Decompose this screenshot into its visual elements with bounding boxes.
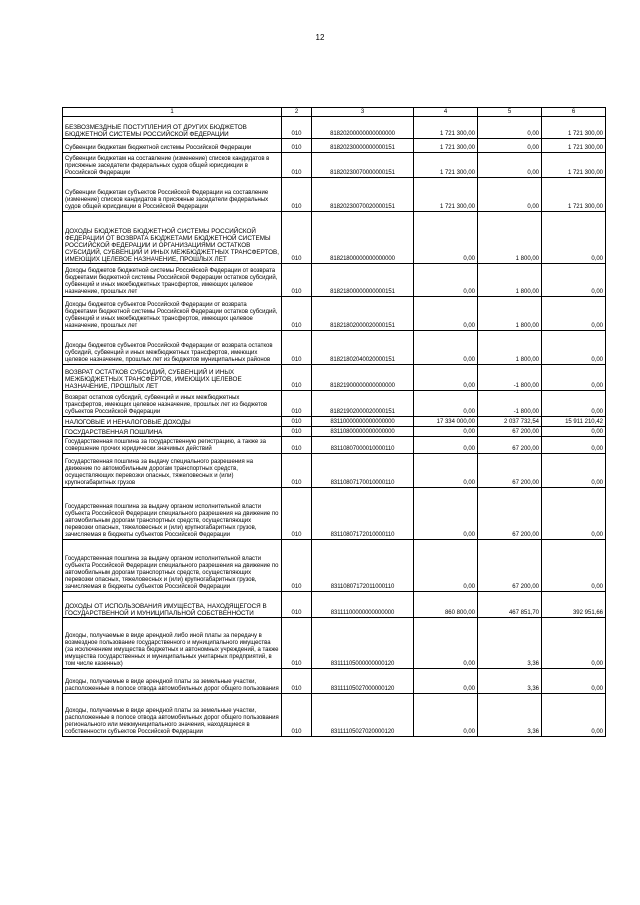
row-line-code: 010: [282, 454, 312, 488]
row-executed-amount: 67 200,00: [478, 540, 542, 592]
row-executed-amount: 1 800,00: [478, 212, 542, 264]
table-row: [63, 454, 606, 488]
row-line-code: 010: [282, 488, 312, 540]
row-name: ГОСУДАРСТВЕННАЯ ПОШЛИНА: [63, 427, 282, 437]
row-unexecuted-amount: 15 911 210,42: [542, 417, 606, 427]
column-header-2: 2: [282, 108, 312, 117]
row-name: Государственная пошлина за выдачу специального разрешения на движение по автомобильным дорогам транспортных средств, осуществляющих перевозки опасных, тяжеловесных и (или) крупногабаритных грузов: [63, 454, 282, 488]
row-name: Государственная пошлина за выдачу органом исполнительной власти субъекта Российской Федерации специального разрешения на движение по автомобильным дорогам транспортных средств, осуществляющих перевозки опасных, тяжеловесных и (или) крупногабаритных грузов, зачисляемая в бюджеты субъектов Российской Федерации: [63, 540, 282, 592]
row-name: БЕЗВОЗМЕЗДНЫЕ ПОСТУПЛЕНИЯ ОТ ДРУГИХ БЮДЖЕТОВ БЮДЖЕТНОЙ СИСТЕМЫ РОССИЙСКОЙ ФЕДЕРАЦИИ: [63, 117, 282, 139]
row-income-code: 83110807172010000110: [312, 488, 414, 540]
row-executed-amount: 0,00: [478, 153, 542, 178]
row-line-code: 010: [282, 178, 312, 212]
row-line-code: 010: [282, 212, 312, 264]
row-income-code: 81820200000000000000: [312, 117, 414, 139]
row-income-code: 83110807000010000110: [312, 437, 414, 454]
row-line-code: 010: [282, 417, 312, 427]
report-body: [63, 117, 606, 737]
row-income-code: 83110000000000000000: [312, 417, 414, 427]
row-income-code: 83110807170010000110: [312, 454, 414, 488]
report-table: [62, 107, 606, 737]
row-income-code: 81821800000000000000: [312, 212, 414, 264]
row-income-code: 81821802040020000151: [312, 331, 414, 365]
row-unexecuted-amount: 0,00: [542, 427, 606, 437]
row-income-code: 81821900000000000000: [312, 365, 414, 391]
table-row: [63, 618, 606, 669]
row-executed-amount: 3,36: [478, 694, 542, 737]
page-number: 12: [315, 33, 325, 42]
table-row: [63, 417, 606, 427]
row-executed-amount: 67 200,00: [478, 437, 542, 454]
row-name: Государственная пошлина за государственную регистрацию, а также за совершение прочих юридически значимых действий: [63, 437, 282, 454]
row-executed-amount: -1 800,00: [478, 365, 542, 391]
row-approved-amount: 0,00: [414, 391, 478, 417]
table-row: [63, 178, 606, 212]
row-approved-amount: 0,00: [414, 264, 478, 297]
row-unexecuted-amount: 392 951,66: [542, 592, 606, 618]
table-row: [63, 297, 606, 331]
row-unexecuted-amount: 0,00: [542, 331, 606, 365]
row-name: НАЛОГОВЫЕ И НЕНАЛОГОВЫЕ ДОХОДЫ: [63, 417, 282, 427]
table-row: [63, 669, 606, 694]
row-income-code: 83110807172011000110: [312, 540, 414, 592]
row-approved-amount: 0,00: [414, 669, 478, 694]
table-row: [63, 212, 606, 264]
row-name: ДОХОДЫ ОТ ИСПОЛЬЗОВАНИЯ ИМУЩЕСТВА, НАХОДЯЩЕГОСЯ В ГОСУДАРСТВЕННОЙ И МУНИЦИПАЛЬНОЙ СОБСТВЕННОСТИ: [63, 592, 282, 618]
row-approved-amount: 1 721 300,00: [414, 139, 478, 153]
row-unexecuted-amount: 0,00: [542, 540, 606, 592]
row-unexecuted-amount: 0,00: [542, 365, 606, 391]
row-line-code: 010: [282, 117, 312, 139]
row-unexecuted-amount: 0,00: [542, 669, 606, 694]
row-line-code: 010: [282, 618, 312, 669]
row-income-code: 81820230070000000151: [312, 153, 414, 178]
row-income-code: 83111105000000000120: [312, 618, 414, 669]
header-row: [63, 108, 606, 117]
table-row: [63, 592, 606, 618]
row-approved-amount: 0,00: [414, 297, 478, 331]
row-line-code: 010: [282, 391, 312, 417]
row-line-code: 010: [282, 153, 312, 178]
row-name: Доходы бюджетов субъектов Российской Федерации от возврата бюджетами бюджетной системы Российской Федерации остатков субсидий, субвенций и иных межбюджетных трансфертов, имеющих целевое назначение, прошлых лет: [63, 297, 282, 331]
column-header-5: 5: [478, 108, 542, 117]
row-executed-amount: 1 800,00: [478, 264, 542, 297]
row-unexecuted-amount: 0,00: [542, 212, 606, 264]
row-approved-amount: 860 800,00: [414, 592, 478, 618]
row-approved-amount: 0,00: [414, 454, 478, 488]
table-row: [63, 331, 606, 365]
row-unexecuted-amount: 0,00: [542, 488, 606, 540]
row-line-code: 010: [282, 540, 312, 592]
column-header-6: 6: [542, 108, 606, 117]
row-name: Субвенции бюджетам на составление (изменение) списков кандидатов в присяжные заседатели федеральных судов общей юрисдикции в Российской Федерации: [63, 153, 282, 178]
row-approved-amount: 0,00: [414, 437, 478, 454]
row-executed-amount: 67 200,00: [478, 427, 542, 437]
table-row: [63, 488, 606, 540]
row-approved-amount: 1 721 300,00: [414, 117, 478, 139]
row-approved-amount: 0,00: [414, 540, 478, 592]
row-name: Государственная пошлина за выдачу органом исполнительной власти субъекта Российской Федерации специального разрешения на движение по автомобильным дорогам транспортных средств, осуществляющих перевозки опасных, тяжеловесных и (или) крупногабаритных грузов, зачисляемая в бюджеты субъектов Российской Федерации: [63, 488, 282, 540]
row-unexecuted-amount: 1 721 300,00: [542, 139, 606, 153]
row-executed-amount: 67 200,00: [478, 454, 542, 488]
row-approved-amount: 0,00: [414, 488, 478, 540]
row-line-code: 010: [282, 427, 312, 437]
row-income-code: 83110800000000000000: [312, 427, 414, 437]
table-row: [63, 153, 606, 178]
row-income-code: 81820230070020000151: [312, 178, 414, 212]
row-income-code: 81821800000000000151: [312, 264, 414, 297]
row-income-code: 81821802000020000151: [312, 297, 414, 331]
row-executed-amount: 0,00: [478, 117, 542, 139]
row-name: Субвенции бюджетам субъектов Российской Федерации на составление (изменение) списков кандидатов в присяжные заседатели федеральных судов общей юрисдикции в Российской Федерации: [63, 178, 282, 212]
row-line-code: 010: [282, 297, 312, 331]
table-row: [63, 391, 606, 417]
table-row: [63, 427, 606, 437]
row-executed-amount: 1 800,00: [478, 297, 542, 331]
row-name: Субвенции бюджетам бюджетной системы Российской Федерации: [63, 139, 282, 153]
row-unexecuted-amount: 1 721 300,00: [542, 178, 606, 212]
column-header-4: 4: [414, 108, 478, 117]
row-approved-amount: 0,00: [414, 694, 478, 737]
row-name: Доходы бюджетов субъектов Российской Федерации от возврата остатков субсидий, субвенций и иных межбюджетных трансфертов, имеющих целевое назначение, прошлых лет из бюджетов муниципальных районов: [63, 331, 282, 365]
row-approved-amount: 1 721 300,00: [414, 178, 478, 212]
row-approved-amount: 0,00: [414, 365, 478, 391]
row-income-code: 83111105027000000120: [312, 669, 414, 694]
row-unexecuted-amount: 0,00: [542, 694, 606, 737]
row-line-code: 010: [282, 694, 312, 737]
row-income-code: 83111100000000000000: [312, 592, 414, 618]
row-executed-amount: 0,00: [478, 139, 542, 153]
table-row: [63, 694, 606, 737]
row-line-code: 010: [282, 331, 312, 365]
row-executed-amount: 1 800,00: [478, 331, 542, 365]
row-name: Доходы, получаемые в виде арендной либо иной платы за передачу в возмездное пользование государственного и муниципального имущества (за исключением имущества бюджетных и автономных учреждений, а также имущества государственных и муниципальных унитарных предприятий, в том числе казенных): [63, 618, 282, 669]
row-executed-amount: 467 851,70: [478, 592, 542, 618]
row-unexecuted-amount: 1 721 300,00: [542, 153, 606, 178]
row-executed-amount: 2 037 732,54: [478, 417, 542, 427]
row-line-code: 010: [282, 365, 312, 391]
row-unexecuted-amount: 0,00: [542, 391, 606, 417]
row-name: Доходы, получаемые в виде арендной платы за земельные участки, расположенные в полосе отвода автомобильных дорог общего пользования: [63, 669, 282, 694]
table-row: [63, 264, 606, 297]
row-executed-amount: 3,36: [478, 669, 542, 694]
row-income-code: 81821902000020000151: [312, 391, 414, 417]
row-executed-amount: 3,36: [478, 618, 542, 669]
row-executed-amount: 0,00: [478, 178, 542, 212]
table-row: [63, 540, 606, 592]
row-name: Доходы, получаемые в виде арендной платы за земельные участки, расположенные в полосе отвода автомобильных дорог общего пользования регионального или межмуниципального значения, находящиеся в собственности субъектов Российской Федерации: [63, 694, 282, 737]
row-line-code: 010: [282, 264, 312, 297]
row-approved-amount: 17 334 000,00: [414, 417, 478, 427]
row-line-code: 010: [282, 437, 312, 454]
row-approved-amount: 0,00: [414, 212, 478, 264]
row-approved-amount: 0,00: [414, 427, 478, 437]
row-income-code: 81820230000000000151: [312, 139, 414, 153]
row-line-code: 010: [282, 669, 312, 694]
row-name: ДОХОДЫ БЮДЖЕТОВ БЮДЖЕТНОЙ СИСТЕМЫ РОССИЙСКОЙ ФЕДЕРАЦИИ ОТ ВОЗВРАТА БЮДЖЕТАМИ БЮДЖЕТНОЙ СИСТЕМЫ РОССИЙСКОЙ ФЕДЕРАЦИИ И ОРГАНИЗАЦИЯМИ ОСТАТКОВ СУБСИДИЙ, СУБВЕНЦИЙ И ИНЫХ МЕЖБЮДЖЕТНЫХ ТРАНСФЕРТОВ, ИМЕЮЩИХ ЦЕЛЕВОЕ НАЗНАЧЕНИЕ, ПРОШЛЫХ ЛЕТ: [63, 212, 282, 264]
row-executed-amount: -1 800,00: [478, 391, 542, 417]
row-unexecuted-amount: 0,00: [542, 264, 606, 297]
column-header-1: 1: [63, 108, 282, 117]
row-executed-amount: 67 200,00: [478, 488, 542, 540]
table-row: [63, 437, 606, 454]
row-line-code: 010: [282, 592, 312, 618]
column-header-3: 3: [312, 108, 414, 117]
table-row: [63, 139, 606, 153]
row-unexecuted-amount: 0,00: [542, 437, 606, 454]
row-approved-amount: 0,00: [414, 331, 478, 365]
row-unexecuted-amount: 0,00: [542, 454, 606, 488]
row-name: Возврат остатков субсидий, субвенций и иных межбюджетных трансфертов, имеющих целевое назначение, прошлых лет из бюджетов субъектов Российской Федерации: [63, 391, 282, 417]
table-row: [63, 117, 606, 139]
row-line-code: 010: [282, 139, 312, 153]
row-unexecuted-amount: 1 721 300,00: [542, 117, 606, 139]
row-income-code: 83111105027020000120: [312, 694, 414, 737]
row-unexecuted-amount: 0,00: [542, 618, 606, 669]
row-unexecuted-amount: 0,00: [542, 297, 606, 331]
row-approved-amount: 0,00: [414, 618, 478, 669]
row-name: Доходы бюджетов бюджетной системы Российской Федерации от возврата бюджетами бюджетной системы Российской Федерации остатков субсидий, субвенций и иных межбюджетных трансфертов, имеющих целевое назначение, прошлых лет: [63, 264, 282, 297]
row-approved-amount: 1 721 300,00: [414, 153, 478, 178]
row-name: ВОЗВРАТ ОСТАТКОВ СУБСИДИЙ, СУБВЕНЦИЙ И ИНЫХ МЕЖБЮДЖЕТНЫХ ТРАНСФЕРТОВ, ИМЕЮЩИХ ЦЕЛЕВОЕ НАЗНАЧЕНИЕ, ПРОШЛЫХ ЛЕТ: [63, 365, 282, 391]
table-row: [63, 365, 606, 391]
